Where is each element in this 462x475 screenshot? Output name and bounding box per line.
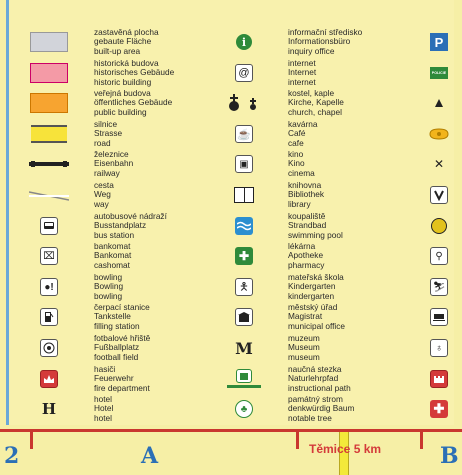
legend-label-line: Magistrat [288,311,323,322]
legend-entry-label [94,89,172,117]
legend-label-line: church, chapel [288,106,342,117]
legend-label-line: internet [288,76,316,87]
pharmacy-icon: ✚ [226,246,262,266]
legend-entry-label [288,59,316,87]
museum-icon: M [235,338,253,358]
legend-label-line: cinema [288,167,315,178]
legend-label-line: Bowling [94,281,124,292]
legend-label-line: kino [288,149,304,159]
legend-entry-label [288,89,344,117]
bowling-icon: ●ǃ [27,277,71,297]
legend-label-line: filling station [94,320,140,331]
legend-label-line: hotel [94,394,112,404]
vet-icon [429,185,449,205]
legend-label-line: library [288,198,311,209]
legend-label-line: kindergarten [288,290,335,301]
grid-tick [296,429,299,449]
legend-label-line: instructional path [288,382,351,393]
road-swatch [27,124,71,144]
railway-station-icon [429,307,449,327]
grid-tick [420,429,423,449]
castle-icon [429,369,449,389]
cashomat-icon: ⌧ [27,246,71,266]
peak-icon [429,93,449,113]
legend-label-line: koupaliště [288,211,326,221]
legend-label-line: cafe [288,137,304,148]
legend-label-line: historisches Gebäude [94,67,175,78]
fire-department-icon [27,369,71,389]
legend-label-line: lékárna [288,241,316,251]
legend-label-line: Hotel [94,403,114,414]
legend-label-line: football field [94,351,139,362]
legend-label-line: bowling [94,272,123,282]
grid-tick [30,429,33,449]
legend-entry-label [288,28,362,56]
legend-label-line: Kindergarten [288,281,336,292]
legend-label-line: Strasse [94,128,123,139]
legend-label-line: way [94,198,109,209]
legend-label-line: Informationsbüro [288,36,351,47]
cafe-icon: ☕ [226,124,262,144]
library-icon [226,185,262,205]
legend-label-line: Feuerwehr [94,373,134,384]
legend-entry-label [94,120,122,148]
legend-entry-label [94,365,150,393]
legend-label-line: Bankomat [94,250,132,261]
legend-label-line: Bibliothek [288,189,324,200]
kindergarten-icon: 🯅 [226,277,262,297]
legend-label-line: denkwürdig Baum [288,403,355,414]
legend-label-line: Busstandplatz [94,220,147,231]
legend-label-line: památný strom [288,394,343,404]
legend-entry-label [288,212,343,240]
grid-letter-a: A [141,443,159,469]
swimming-pool-icon [226,216,262,236]
legend-entry-label [288,365,351,393]
legend-entry-label [94,273,123,301]
legend-label-line: naučná stezka [288,364,342,374]
cinema-icon: ▣ [226,154,262,174]
bus-station-icon [27,216,71,236]
legend-label-line: municipal office [288,320,346,331]
legend-label-line: museum [288,351,320,362]
legend-entry-label [94,28,159,56]
legend-label-line: městský úřad [288,302,338,312]
legend-label-line: Weg [94,189,111,200]
legend-label-line: built-up area [94,45,141,56]
legend-label-line: bowling [94,290,123,301]
legend-label-line: čerpací stanice [94,302,150,312]
grid-number: 2 [4,443,20,469]
legend-entry-label [94,212,167,240]
legend-label-line: Fußballplatz [94,342,140,353]
legend-entry-label [94,334,150,362]
restaurant-icon: ✕ [433,157,445,171]
legend-label-line: historic building [94,76,152,87]
legend-label-line: bankomat [94,241,131,251]
legend-label-line: cashomat [94,259,130,270]
legend-label-line: road [94,137,111,148]
legend-label-line: mateřská škola [288,272,344,282]
legend-entry-label [94,242,131,270]
legend-label-line: Kino [288,158,305,169]
legend-label-line: Internet [288,67,317,78]
pink-area-swatch [27,63,71,83]
legend-label-line: gebaute Fläche [94,36,152,47]
legend-entry-label [288,303,345,331]
legend-label-line: Naturlehrpfad [288,373,339,384]
legend-label-line: inquiry office [288,45,335,56]
municipal-office-icon [226,307,262,327]
railway-swatch [27,154,71,174]
legend-entry-label [288,181,324,209]
legend-label-line: zastavěná plocha [94,27,159,37]
legend-entry-label [94,59,174,87]
legend-label-line: bus station [94,229,135,240]
town-distance-label: Těmice 5 km [309,442,382,456]
legend-label-line: knihovna [288,180,322,190]
legend-label-line: Apotheke [288,250,324,261]
legend-entry-label [94,303,150,331]
legend-label-line: Kirche, Kapelle [288,97,344,108]
legend-label-line: Museum [288,342,320,353]
sport-icon: ⚲ [429,246,449,266]
legend-label-line: public building [94,106,147,117]
legend-label-line: železnice [94,149,129,159]
legend-label-line: kavárna [288,119,318,129]
police-icon: POLICIE [429,63,449,83]
legend-label-line: cesta [94,180,114,190]
legend-label-line: railway [94,167,120,178]
cycling-icon: ♁ [429,338,449,358]
legend-entry-label [288,242,324,270]
grid-letter-b: B [440,443,459,469]
legend-label-line: fire department [94,382,150,393]
legend-label-line: Tankstelle [94,311,131,322]
legend-label-line: internet [288,58,316,68]
tennis-icon [429,216,449,236]
legend-label-line: swimming pool [288,229,343,240]
grey-area-swatch [27,32,71,52]
legend-label-line: Café [288,128,306,139]
legend-entry-label [94,150,133,178]
legend-label-line: Eisenbahn [94,158,134,169]
legend-label-line: pharmacy [288,259,325,270]
legend-label-line: notable tree [288,412,332,423]
parking-icon: P [429,32,449,52]
legend-label-line: hasiči [94,364,116,374]
legend-entry-label [94,395,113,423]
legend-label-line: silnice [94,119,118,129]
grid-border-line [0,429,462,432]
legend-label-line: kostel, kaple [288,88,335,98]
legend-entry-label [94,181,114,209]
filling-station-icon [27,307,71,327]
legend-label-line: fotbalové hřiště [94,333,151,343]
internet-icon: @ [226,63,262,83]
legend-label-line: hotel [94,412,112,423]
legend-label-line: muzeum [288,333,320,343]
legend-entry-label [288,273,344,301]
info-icon: i [226,32,262,52]
skiing-icon: ⛷ [429,277,449,297]
hotel-icon: H [41,400,57,418]
post-icon [429,124,449,144]
football-field-icon [27,338,71,358]
hospital-icon: ✚ [429,399,449,419]
legend-label-line: autobusové nádraží [94,211,167,221]
legend-entry-label [288,120,318,148]
map-frame-bottom [0,425,462,475]
way-swatch [27,185,71,205]
legend-label-line: veřejná budova [94,88,151,98]
legend-entry-label [288,395,354,423]
notable-tree-icon: ♣ [226,399,262,419]
legend-label-line: öffentliches Gebäude [94,97,173,108]
legend-label-line: informační středisko [288,27,363,37]
legend-label-line: historická budova [94,58,159,68]
frame-edge [6,0,9,430]
legend-label-line: Strandbad [288,220,327,231]
legend-entry-label [288,150,315,178]
orange-area-swatch [27,93,71,113]
legend-entry-label [288,334,320,362]
instructional-path-icon [226,369,262,389]
church-chapel-icon [226,93,262,113]
